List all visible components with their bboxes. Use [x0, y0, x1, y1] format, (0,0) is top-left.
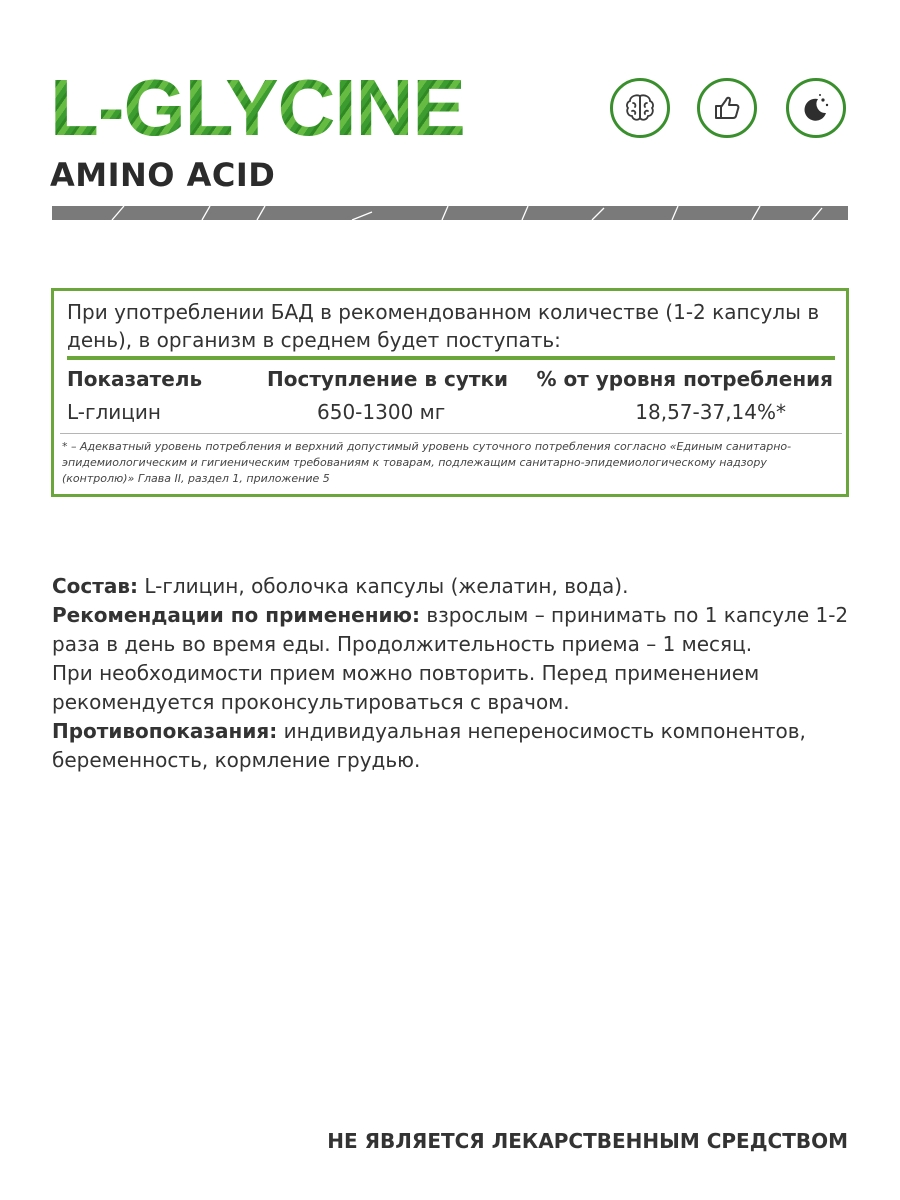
- usage-paragraph-2: При необходимости прием можно повторить. Перед применением рекомендуется проконсультироваться с врачом.: [52, 661, 760, 714]
- product-subtitle: AMINO ACID: [50, 156, 276, 194]
- footnote-divider: [60, 433, 842, 434]
- usage-label: Рекомендации по применению:: [52, 603, 420, 627]
- contraindications-paragraph: [52, 717, 852, 775]
- column-header-daily-intake: Поступление в сутки: [267, 367, 509, 391]
- contraindications-label: Противопоказания:: [52, 719, 278, 743]
- contraindications-text: индивидуальная непереносимость компонентов, беременность, кормление грудью.: [52, 719, 806, 772]
- table-divider: [67, 356, 835, 360]
- cell-indicator: L-глицин: [67, 400, 161, 424]
- composition-paragraph: [52, 572, 852, 601]
- moon-stars-icon: [786, 78, 846, 138]
- footnote: * – Адекватный уровень потребления и верхний допустимый уровень суточного потребления согласно «Единым санитарно-эпидемиологическим и гигиеническим требованиям к товарам, подлежащим санитарно-эпидемиологическому надзору (контролю)» Глава II, раздел 1, приложение 5: [62, 440, 792, 485]
- cell-percent: 18,57-37,14%*: [635, 400, 786, 424]
- thumbs-up-icon: [697, 78, 757, 138]
- product-title: L-GLYCINE: [50, 63, 465, 152]
- brain-icon: [610, 78, 670, 138]
- usage-text: взрослым – принимать по 1 капсуле 1-2 раза в день во время еды. Продолжительность приема – 1 месяц.: [52, 603, 849, 656]
- cell-daily-intake: 650-1300 мг: [317, 400, 446, 424]
- composition-label: Состав:: [52, 574, 139, 598]
- column-header-indicator: Показатель: [67, 367, 203, 391]
- nutrition-info-box: [51, 288, 849, 497]
- product-description: [52, 572, 852, 775]
- usage-paragraph: [52, 601, 852, 659]
- decorative-stripe: [52, 206, 848, 220]
- intake-intro: При употреблении БАД в рекомендованном количестве (1-2 капсулы в день), в организм в среднем будет поступать:: [67, 300, 820, 352]
- not-a-drug-disclaimer: НЕ ЯВЛЯЕТСЯ ЛЕКАРСТВЕННЫМ СРЕДСТВОМ: [327, 1129, 848, 1153]
- column-header-percent: % от уровня потребления: [536, 367, 833, 391]
- composition-text: L-глицин, оболочка капсулы (желатин, вода).: [138, 574, 629, 598]
